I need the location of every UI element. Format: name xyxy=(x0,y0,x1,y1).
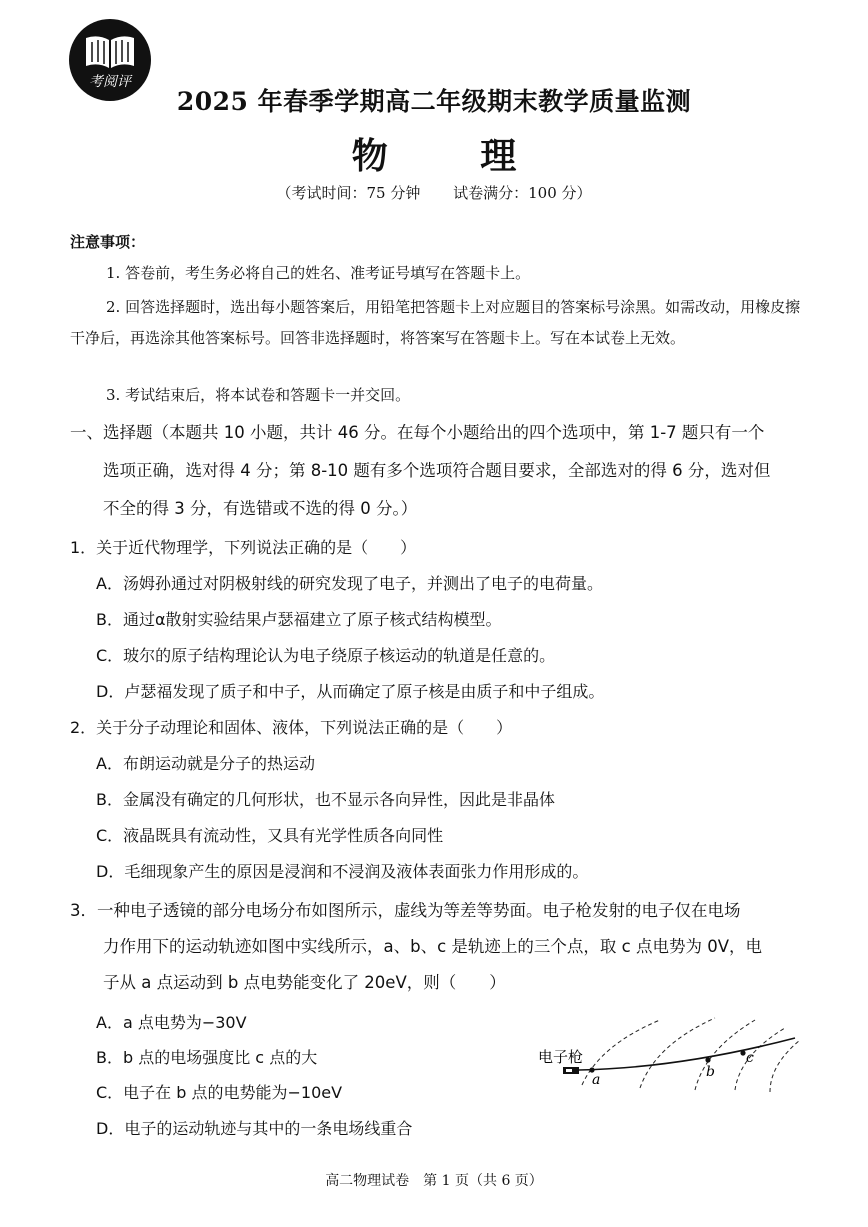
q1-option-d: D．卢瑟福发现了质子和中子，从而确定了原子核是由质子和中子组成。 xyxy=(96,682,605,701)
q3-option-b: B．b 点的电场强度比 c 点的大 xyxy=(96,1048,318,1067)
q3-stem xyxy=(70,893,810,1001)
point-c-dot xyxy=(740,1050,745,1055)
q3-option-a: A．a 点电势为−30V xyxy=(96,1013,247,1032)
q1-option-b: B．通过α散射实验结果卢瑟福建立了原子核式结构模型。 xyxy=(96,610,502,629)
q2-stem: 2．关于分子动理论和固体、液体，下列说法正确的是（ ） xyxy=(70,718,513,737)
section-line-3: 不全的得 3 分，有选错或不选的得 0 分。） xyxy=(103,499,418,518)
q3-line-2: 力作用下的运动轨迹如图中实线所示，a、b、c 是轨迹上的三个点，取 c 点电势为 0V，电 xyxy=(103,937,762,956)
notice-heading: 注意事项： xyxy=(70,233,146,251)
exam-duration: （考试时间：75 分钟 xyxy=(276,184,421,202)
section-line-1: 一、选择题（本题共 10 小题，共计 46 分。在每个小题给出的四个选项中，第 1-7 题只有一个 xyxy=(70,423,765,442)
q1-option-a: A．汤姆孙通过对阴极射线的研究发现了电子，并测出了电子的电荷量。 xyxy=(96,574,603,593)
q2-option-c: C．液晶既具有流动性，又具有光学性质各向同性 xyxy=(96,826,444,845)
q1-option-c: C．玻尔的原子结构理论认为电子绕原子核运动的轨道是任意的。 xyxy=(96,646,556,665)
exam-time-info xyxy=(0,182,868,203)
electron-lens-figure xyxy=(530,1010,810,1095)
section-heading xyxy=(70,414,810,528)
point-b-label: b xyxy=(706,1064,715,1080)
logo-text: 考阅评 xyxy=(89,74,131,90)
equipotential-line-2 xyxy=(640,1018,715,1088)
exam-title: 2025 年春季学期高二年级期末教学质量监测 xyxy=(176,87,692,116)
notice-item-2: 2. 回答选择题时，选出每小题答案后，用铅笔把答题卡上对应题目的答案标号涂黑。如需改动，用橡皮擦干净后，再选涂其他答案标号。回答非选择题时，将答案写在答题卡上。写在本试卷上无效。 xyxy=(70,298,801,347)
section-line-2: 选项正确，选对得 4 分；第 8-10 题有多个选项符合题目要求，全部选对的得 6 分，选对但 xyxy=(103,461,771,480)
point-a-label: a xyxy=(592,1072,601,1088)
q2-option-a: A．布朗运动就是分子的热运动 xyxy=(96,754,315,773)
exam-full-score: 试卷满分：100 分） xyxy=(453,184,592,202)
q1-stem: 1．关于近代物理学，下列说法正确的是（ ） xyxy=(70,538,417,557)
point-c-label: c xyxy=(746,1050,754,1066)
electron-trajectory xyxy=(579,1038,795,1070)
q3-option-d: D．电子的运动轨迹与其中的一条电场线重合 xyxy=(96,1119,413,1138)
page-footer: 高二物理试卷 第 1 页（共 6 页） xyxy=(325,1173,543,1189)
q3-line-1: 3．一种电子透镜的部分电场分布如图所示，虚线为等差等势面。电子枪发射的电子仅在电场 xyxy=(70,901,741,920)
notice-item-3: 3. 考试结束后，将本试卷和答题卡一并交回。 xyxy=(106,386,411,404)
q3-option-c: C．电子在 b 点的电势能为−10eV xyxy=(96,1083,343,1102)
q2-option-b: B．金属没有确定的几何形状，也不显示各向异性，因此是非晶体 xyxy=(96,790,555,809)
equipotential-line-4 xyxy=(735,1028,785,1090)
subject-title: 物 理 xyxy=(351,135,557,177)
equipotential-line-5 xyxy=(770,1040,800,1092)
point-b-dot xyxy=(705,1057,710,1062)
q3-line-3: 子从 a 点运动到 b 点电势能变化了 20eV，则（ ） xyxy=(103,973,506,992)
q2-option-d: D．毛细现象产生的原因是浸润和不浸润及液体表面张力作用形成的。 xyxy=(96,862,589,881)
notice-item-1: 1. 答卷前，考生务必将自己的姓名、准考证号填写在答题卡上。 xyxy=(106,264,531,282)
gun-label: 电子枪 xyxy=(538,1048,584,1066)
